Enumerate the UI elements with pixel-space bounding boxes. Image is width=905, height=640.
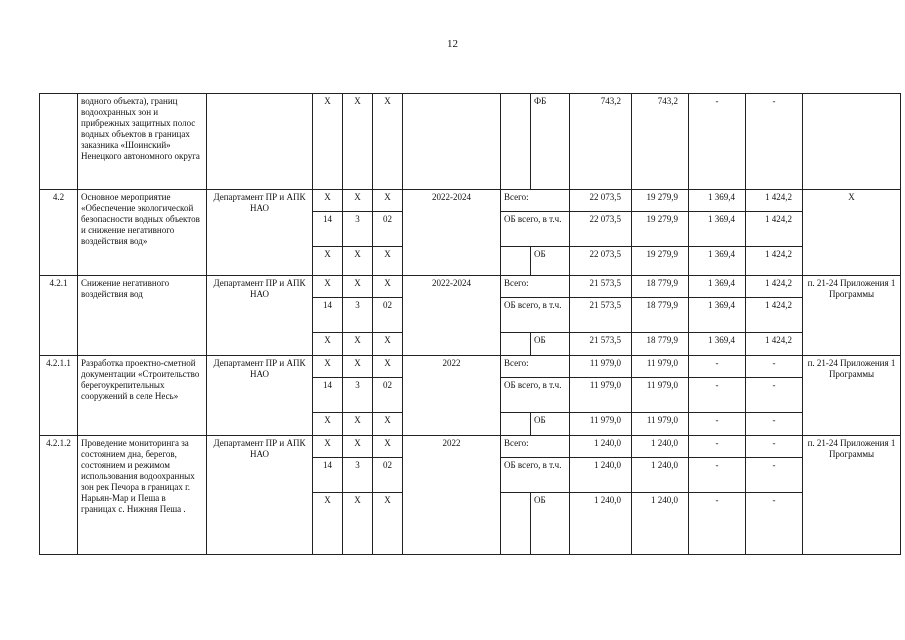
- executor: Департамент ПР и АПК НАО: [207, 190, 313, 276]
- table-row: [40, 356, 901, 378]
- period: 2022: [403, 356, 501, 436]
- grbs-code: 14: [313, 298, 343, 333]
- value-2024: 1 424,2: [746, 276, 803, 298]
- row-number: 4.2: [40, 190, 78, 276]
- grbs-code: Х: [313, 356, 343, 378]
- executor: Департамент ПР и АПК НАО: [207, 356, 313, 436]
- value-2023: 1 369,4: [689, 333, 746, 356]
- rz-code: Х: [343, 190, 373, 212]
- funding-source: ОБ: [531, 493, 570, 555]
- event-name: Разработка проектно-сметной документации «Строительство берегоукрепительных сооружений в селе Несь»: [78, 356, 207, 436]
- event-name: Снижение негативного воздействия вод: [78, 276, 207, 356]
- grbs-code: Х: [313, 333, 343, 356]
- rz-code: Х: [343, 356, 373, 378]
- grbs-code: Х: [313, 493, 343, 555]
- value-2022: 1 240,0: [632, 436, 689, 458]
- funding-source: ОБ всего, в т.ч.: [501, 378, 570, 413]
- value-2023: -: [689, 378, 746, 413]
- funding-source: ОБ: [531, 413, 570, 436]
- total-value: 11 979,0: [570, 378, 632, 413]
- value-2024: -: [746, 493, 803, 555]
- pr-code: Х: [373, 247, 403, 276]
- total-value: 743,2: [570, 94, 632, 190]
- value-2022: 18 779,9: [632, 298, 689, 333]
- grbs-code: 14: [313, 212, 343, 247]
- value-2024: 1 424,2: [746, 190, 803, 212]
- funding-source: ОБ: [531, 333, 570, 356]
- spacer: [501, 94, 531, 190]
- total-value: 21 573,5: [570, 333, 632, 356]
- value-2022: 743,2: [632, 94, 689, 190]
- row-number: 4.2.1: [40, 276, 78, 356]
- funding-source: ОБ всего, в т.ч.: [501, 458, 570, 493]
- value-2024: 1 424,2: [746, 298, 803, 333]
- grbs-code: Х: [313, 436, 343, 458]
- grbs-code: Х: [313, 276, 343, 298]
- note: п. 21-24 Приложения 1 Программы: [803, 436, 901, 555]
- value-2023: -: [689, 413, 746, 436]
- executor: [207, 94, 313, 190]
- total-value: 1 240,0: [570, 493, 632, 555]
- value-2022: 1 240,0: [632, 493, 689, 555]
- note: п. 21-24 Приложения 1 Программы: [803, 356, 901, 436]
- value-2022: 11 979,0: [632, 413, 689, 436]
- table-row: [40, 276, 901, 298]
- value-2023: 1 369,4: [689, 247, 746, 276]
- pr-code: Х: [373, 94, 403, 190]
- pr-code: 02: [373, 212, 403, 247]
- funding-source: ФБ: [531, 94, 570, 190]
- executor: Департамент ПР и АПК НАО: [207, 436, 313, 555]
- grbs-code: Х: [313, 247, 343, 276]
- value-2024: -: [746, 458, 803, 493]
- pr-code: 02: [373, 298, 403, 333]
- value-2024: 1 424,2: [746, 212, 803, 247]
- value-2024: -: [746, 94, 803, 190]
- budget-table: [39, 93, 901, 555]
- period: 2022: [403, 436, 501, 555]
- pr-code: Х: [373, 190, 403, 212]
- rz-code: Х: [343, 493, 373, 555]
- value-2023: -: [689, 436, 746, 458]
- funding-source: ОБ всего, в т.ч.: [501, 212, 570, 247]
- table-row-continuation: [40, 94, 901, 190]
- total-value: 1 240,0: [570, 458, 632, 493]
- table-row: [40, 190, 901, 212]
- total-value: 22 073,5: [570, 212, 632, 247]
- pr-code: Х: [373, 333, 403, 356]
- period: [403, 94, 501, 190]
- rz-code: Х: [343, 94, 373, 190]
- event-name: Основное мероприятие «Обеспечение экологической безопасности водных объектов и снижение негативного воздействия вод»: [78, 190, 207, 276]
- value-2024: 1 424,2: [746, 333, 803, 356]
- pr-code: Х: [373, 356, 403, 378]
- total-value: 22 073,5: [570, 247, 632, 276]
- period: 2022-2024: [403, 190, 501, 276]
- note: [803, 94, 901, 190]
- rz-code: 3: [343, 212, 373, 247]
- row-number: 4.2.1.1: [40, 356, 78, 436]
- page-number: 12: [447, 38, 458, 50]
- pr-code: Х: [373, 276, 403, 298]
- value-2022: 19 279,9: [632, 247, 689, 276]
- value-2023: 1 369,4: [689, 298, 746, 333]
- rz-code: Х: [343, 333, 373, 356]
- value-2023: 1 369,4: [689, 212, 746, 247]
- value-2024: -: [746, 436, 803, 458]
- funding-source: ОБ: [531, 247, 570, 276]
- value-2023: -: [689, 458, 746, 493]
- grbs-code: Х: [313, 190, 343, 212]
- rz-code: 3: [343, 458, 373, 493]
- rz-code: Х: [343, 247, 373, 276]
- note: п. 21-24 Приложения 1 Программы: [803, 276, 901, 356]
- row-number: 4.2.1.2: [40, 436, 78, 555]
- value-2024: -: [746, 378, 803, 413]
- pr-code: Х: [373, 493, 403, 555]
- value-2022: 18 779,9: [632, 333, 689, 356]
- spacer: [501, 413, 531, 436]
- value-2023: -: [689, 94, 746, 190]
- funding-source: Всего:: [501, 190, 570, 212]
- value-2022: 11 979,0: [632, 378, 689, 413]
- value-2023: 1 369,4: [689, 190, 746, 212]
- value-2024: -: [746, 413, 803, 436]
- spacer: [501, 493, 531, 555]
- value-2022: 1 240,0: [632, 458, 689, 493]
- event-name: Проведение мониторинга за состоянием дна, берегов, состоянием и режимом использования водоохранных зон рек Печора в границах г. Нарьян-Мар и Пеша в границах с. Нижняя Пеша .: [78, 436, 207, 555]
- total-value: 1 240,0: [570, 436, 632, 458]
- total-value: 21 573,5: [570, 276, 632, 298]
- pr-code: 02: [373, 458, 403, 493]
- total-value: 22 073,5: [570, 190, 632, 212]
- note: Х: [803, 190, 901, 276]
- total-value: 21 573,5: [570, 298, 632, 333]
- funding-source: ОБ всего, в т.ч.: [501, 298, 570, 333]
- total-value: 11 979,0: [570, 356, 632, 378]
- grbs-code: 14: [313, 458, 343, 493]
- rz-code: Х: [343, 276, 373, 298]
- value-2024: -: [746, 356, 803, 378]
- value-2023: 1 369,4: [689, 276, 746, 298]
- row-number: [40, 94, 78, 190]
- spacer: [501, 247, 531, 276]
- funding-source: Всего:: [501, 436, 570, 458]
- value-2023: -: [689, 356, 746, 378]
- grbs-code: 14: [313, 378, 343, 413]
- value-2024: 1 424,2: [746, 247, 803, 276]
- funding-source: Всего:: [501, 356, 570, 378]
- funding-source: Всего:: [501, 276, 570, 298]
- rz-code: 3: [343, 378, 373, 413]
- total-value: 11 979,0: [570, 413, 632, 436]
- rz-code: Х: [343, 436, 373, 458]
- grbs-code: Х: [313, 94, 343, 190]
- pr-code: Х: [373, 436, 403, 458]
- table-row: [40, 436, 901, 458]
- rz-code: 3: [343, 298, 373, 333]
- spacer: [501, 333, 531, 356]
- pr-code: Х: [373, 413, 403, 436]
- pr-code: 02: [373, 378, 403, 413]
- event-name: водного объекта), границ водоохранных зон и прибрежных защитных полос водных объектов в границах заказника «Шоинский» Ненецкого автономного округа: [78, 94, 207, 190]
- value-2022: 11 979,0: [632, 356, 689, 378]
- period: 2022-2024: [403, 276, 501, 356]
- value-2022: 19 279,9: [632, 212, 689, 247]
- value-2023: -: [689, 493, 746, 555]
- rz-code: Х: [343, 413, 373, 436]
- value-2022: 18 779,9: [632, 276, 689, 298]
- value-2022: 19 279,9: [632, 190, 689, 212]
- executor: Департамент ПР и АПК НАО: [207, 276, 313, 356]
- grbs-code: Х: [313, 413, 343, 436]
